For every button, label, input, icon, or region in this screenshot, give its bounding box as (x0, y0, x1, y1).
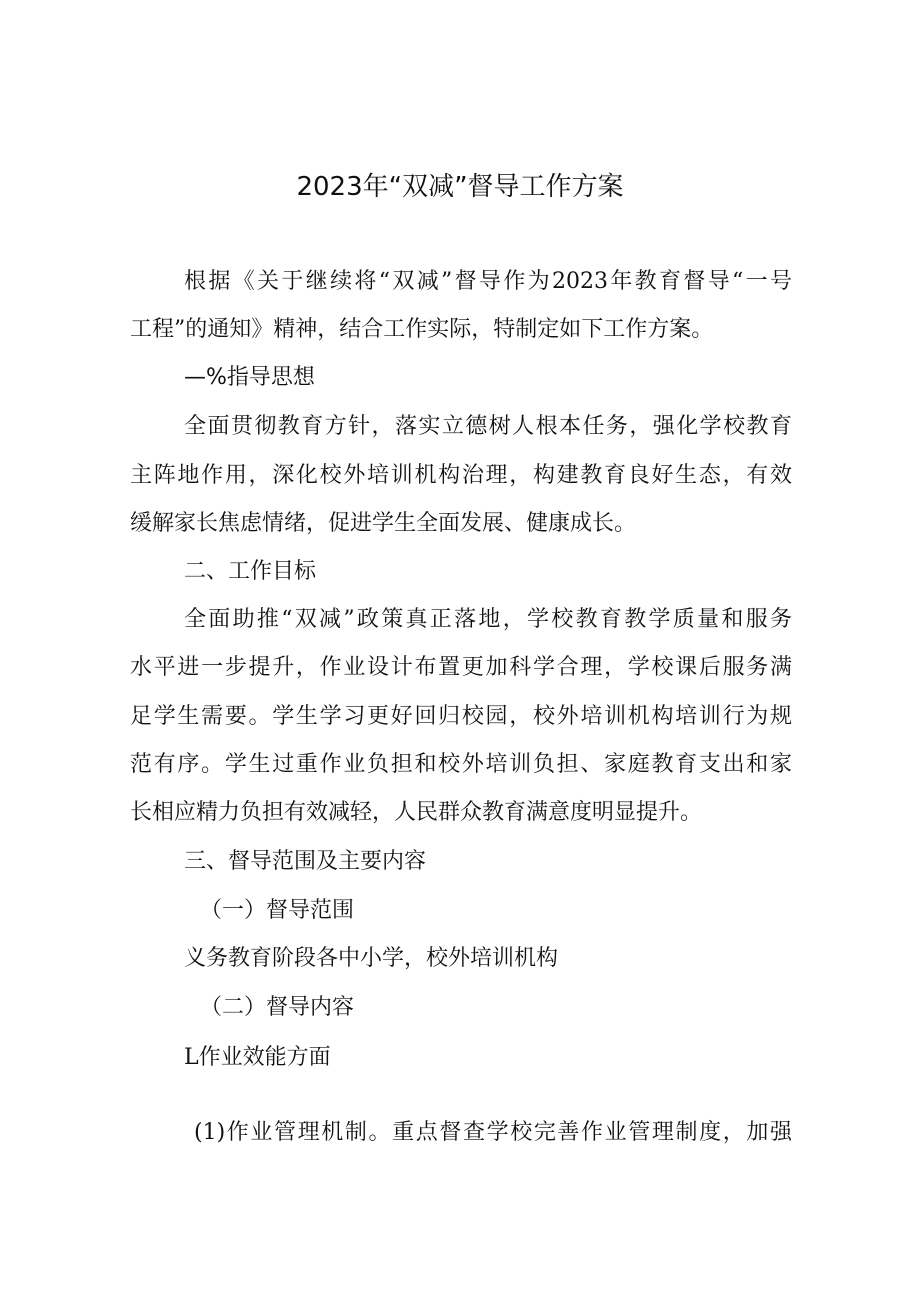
section-2-heading: 二、工作目标 (184, 559, 317, 584)
content-subheading: （二）督导内容 (200, 995, 355, 1020)
section-1-line-1: 全面贯彻教育方针，落实立德树人根本任务，强化学校教育 (184, 414, 792, 439)
scope-subheading: （一）督导范围 (200, 898, 355, 923)
section-1-heading: —%指导思想 (184, 365, 315, 390)
section-2-line-3: 足学生需要。学生学习更好回归校园，校外培训机构培训行为规 (130, 704, 792, 729)
item-line-1: (1)作业管理机制。重点督查学校完善作业管理制度，加强 (194, 1120, 792, 1145)
scope-text: 义务教育阶段各中小学，校外培训机构 (184, 946, 559, 971)
section-3-heading: 三、督导范围及主要内容 (184, 849, 427, 874)
item-heading: L作业效能方面 (184, 1045, 331, 1070)
section-2-line-2: 水平进一步提升，作业设计布置更加科学合理，学校课后服务满 (130, 655, 792, 680)
section-1-line-2: 主阵地作用，深化校外培训机构治理，构建教育良好生态，有效 (130, 463, 792, 488)
section-2-line-4: 范有序。学生过重作业负担和校外培训负担、家庭教育支出和家 (130, 752, 792, 777)
section-2-line-5: 长相应精力负担有效减轻，人民群众教育满意度明显提升。 (130, 800, 703, 825)
section-1-line-3: 缓解家长焦虑情绪，促进学生全面发展、健康成长。 (130, 511, 637, 536)
intro-line-1: 根据《关于继续将“双减”督导作为2023年教育督导“一号 (184, 269, 792, 294)
intro-line-2: 工程”的通知》精神，结合工作实际，特制定如下工作方案。 (130, 317, 714, 342)
section-2-line-1: 全面助推“双减”政策真正落地，学校教育教学质量和服务 (184, 607, 792, 632)
document-title: 2023年“双减”督导工作方案 (296, 172, 624, 202)
